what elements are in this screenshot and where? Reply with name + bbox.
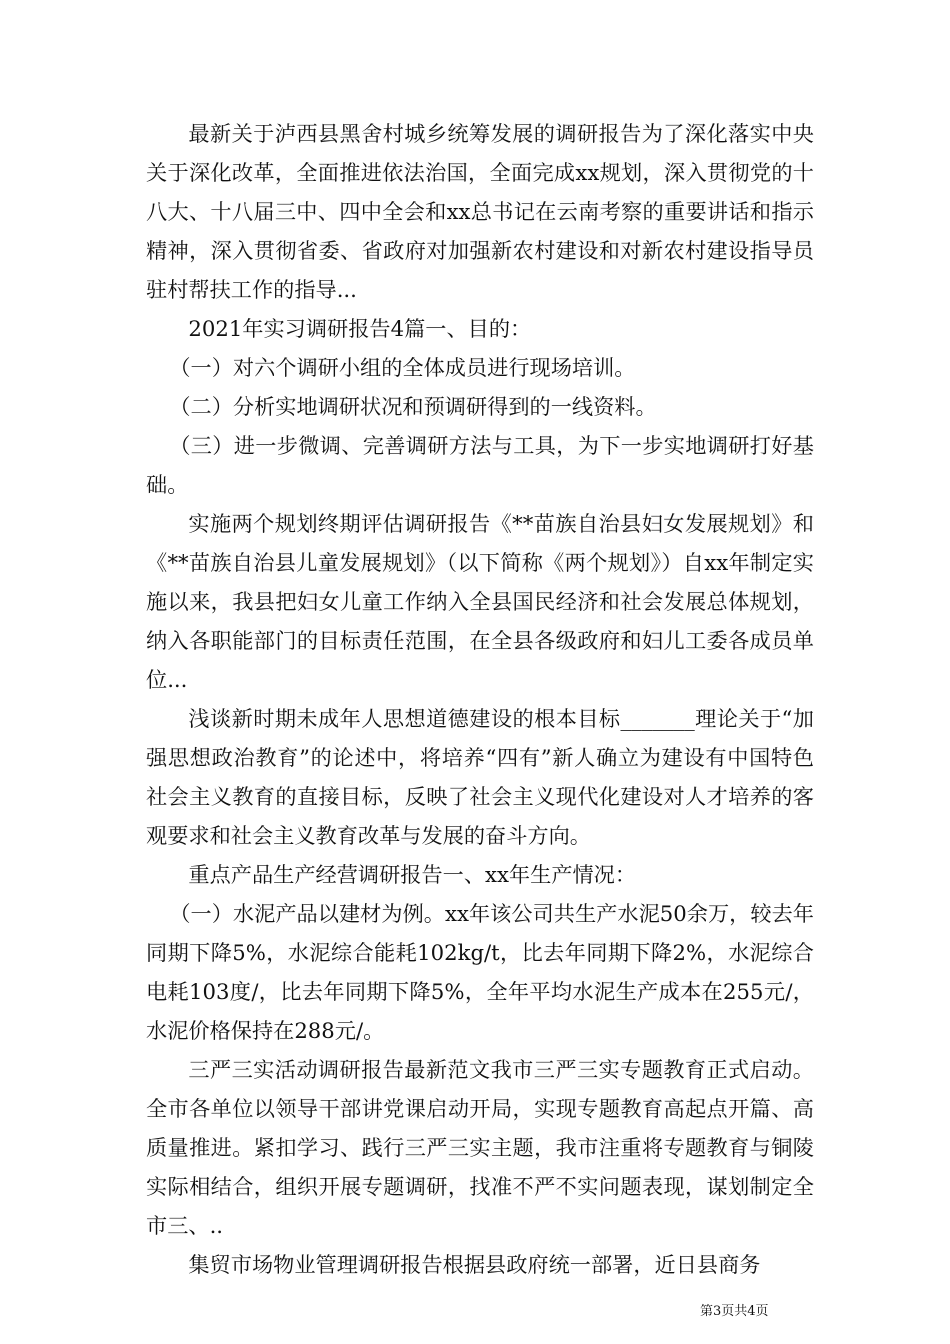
paragraph: 三严三实活动调研报告最新范文我市三严三实专题教育正式启动。全市各单位以领导干部讲党课启动开局，实现专题教育高起点开篇、高质量推进。紧扣学习、践行三严三实主题，我市注重将专题教育与铜陵实际相结合，组织开展专题调研，找准不严不实问题表现，谋划制定全市三、.. [146,1057,814,1238]
paragraph: （二）分析实地调研状况和预调研得到的一线资料。 [169,394,657,419]
paragraph: （三）进一步微调、完善调研方法与工具，为下一步实地调研打好基础。 [146,433,814,497]
paragraph: （一）对六个调研小组的全体成员进行现场培训。 [169,355,636,380]
paragraph: 浅谈新时期未成年人思想道德建设的根本目标_______理论关于“加强思想政治教育”的论述中，将培养“四有”新人确立为建设有中国特色社会主义教育的直接目标，反映了社会主义现代化建设对人才培养的客观要求和社会主义教育改革与发展的奋斗方向。 [146,706,814,848]
paragraph: （一）水泥产品以建材为例。xx年该公司共生产水泥50余万，较去年同期下降5%，水泥综合能耗102kg/t，比去年同期下降2%，水泥综合电耗103度/，比去年同期下降5%，全年平均水泥生产成本在255元/，水泥价格保持在288元/。 [146,901,814,1043]
document-body [146,114,814,1284]
paragraph: 实施两个规划终期评估调研报告《**苗族自治县妇女发展规划》和《**苗族自治县儿童发展规划》（以下简称《两个规划》）自xx年制定实施以来，我县把妇女儿童工作纳入全县国民经济和社会发展总体规划，纳入各职能部门的目标责任范围，在全县各级政府和妇儿工委各成员单位... [146,511,814,692]
page-number: 第3页共4页 [700,1304,769,1319]
paragraph: 2021年实习调研报告4篇一、目的： [188,316,532,341]
paragraph: 集贸市场物业管理调研报告根据县政府统一部署，近日县商务 [188,1252,761,1277]
paragraph: 最新关于泸西县黑舍村城乡统筹发展的调研报告为了深化落实中央关于深化改革，全面推进依法治国，全面完成xx规划，深入贯彻党的十八大、十八届三中、四中全会和xx总书记在云南考察的重要讲话和指示精神，深入贯彻省委、省政府对加强新农村建设和对新农村建设指导员驻村帮扶工作的指导... [146,121,814,302]
paragraph: 重点产品生产经营调研报告一、xx年生产情况： [188,862,637,887]
